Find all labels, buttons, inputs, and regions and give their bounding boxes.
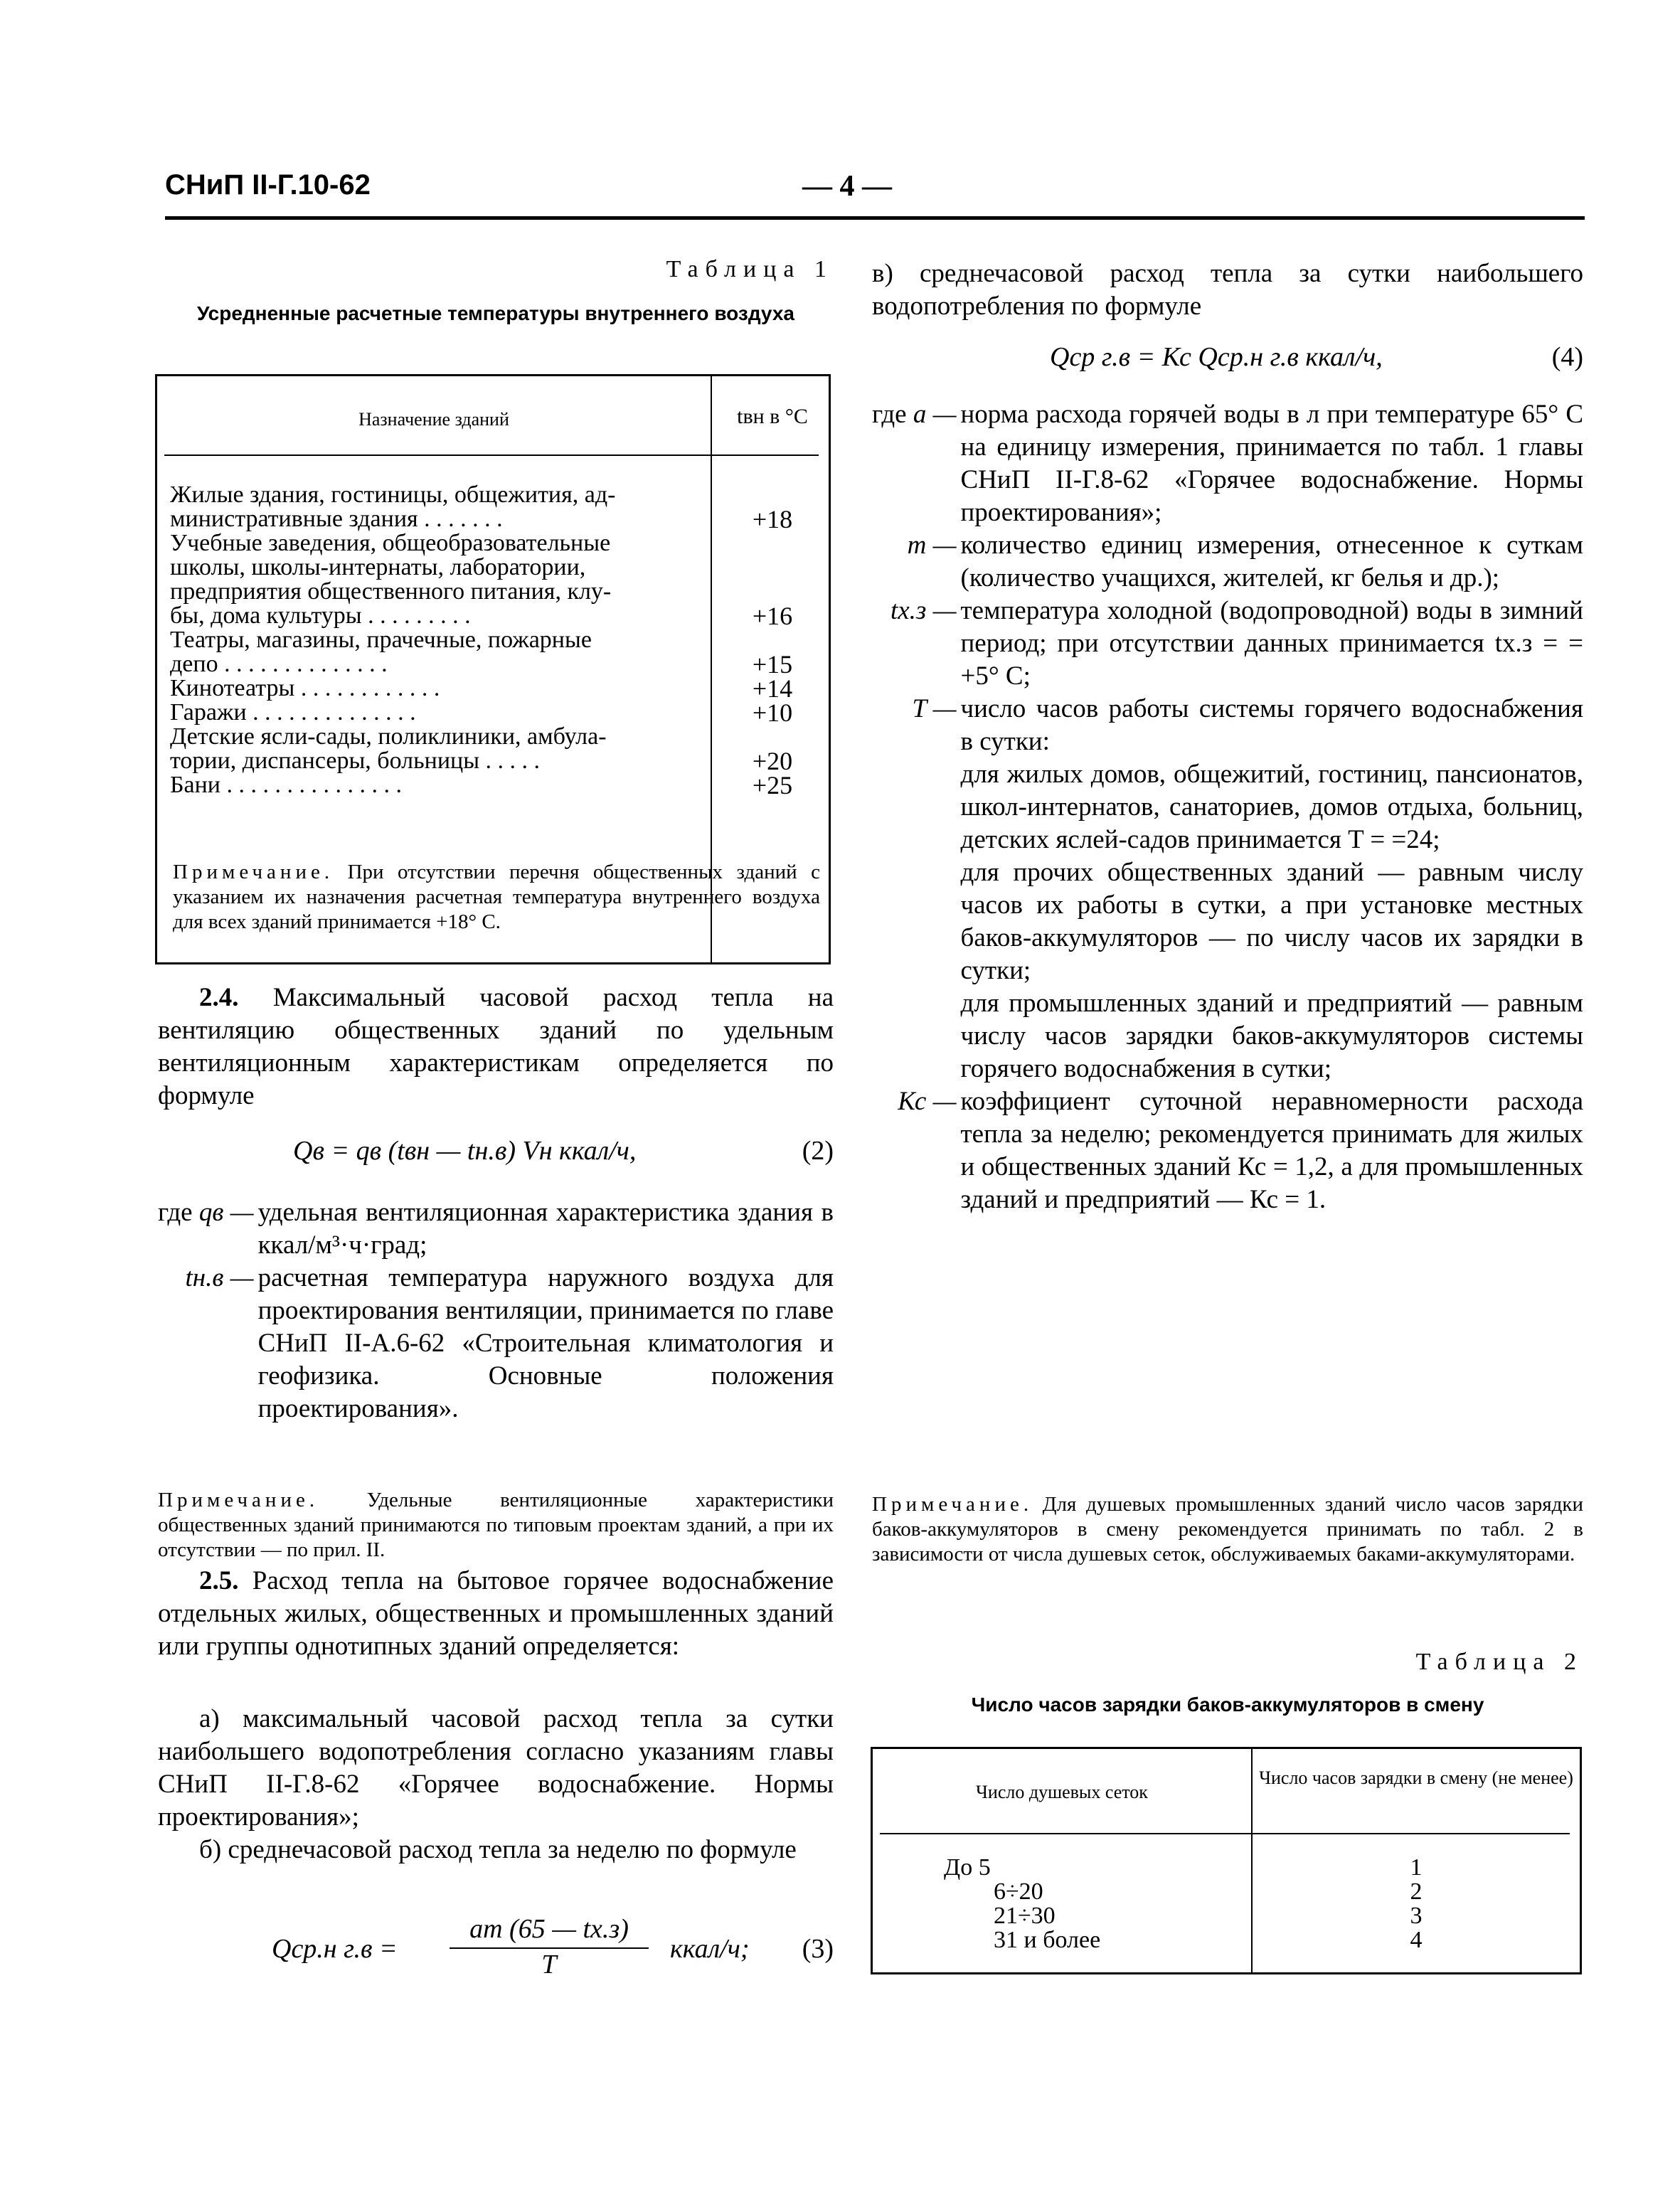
formula-2-number: (2) xyxy=(802,1136,834,1166)
formula-3-number: (3) xyxy=(802,1934,834,1964)
definition-term xyxy=(872,595,957,693)
table1-header-divider xyxy=(164,454,819,456)
right-note xyxy=(872,1492,1583,1567)
definition-symbol: a — xyxy=(913,400,957,429)
definition-text: для жилых домов, общежитий, гостиниц, пансионатов, школ-интернатов, санаториев, домов отдыха, больниц, детских яслей-садов принимается T = =24; xyxy=(960,760,1583,854)
table1-value-spacer xyxy=(712,483,833,507)
table1 xyxy=(155,374,831,964)
definition-text: для промышленных зданий и предприятий — равным числу часов зарядки баков-аккумуляторов системы горячего водоснабжения в сутки; xyxy=(960,989,1583,1083)
table1-row xyxy=(170,773,703,797)
table1-value-spacer xyxy=(712,555,833,580)
item-a: а) максимальный часовой расход тепла за сутки наибольшего водопотребления согласно указаниям главы СНиП II-Г.8-62 «Горячее водоснабжение. Нормы проектирования»; xyxy=(158,1704,834,1832)
section-2-4-note-text: Удельные вентиляционные характеристики общественных зданий принимаются по типовым проектам зданий, а при их отсутствии — по прил. II. xyxy=(158,1489,834,1561)
definition-text: удельная вентиляционная характеристика здания в ккал/м³·ч·град; xyxy=(257,1198,834,1260)
definition-term xyxy=(158,1196,254,1262)
section-2-4-number: 2.4. xyxy=(199,983,239,1012)
definition-text: для прочих общественных зданий — равным числу часов их работы в сутки, а при установке местных баков-аккумуляторов — по числу часов их зарядки в сутки; xyxy=(960,858,1583,985)
definition-symbol: qв — xyxy=(198,1198,254,1227)
section-2-4-text: Максимальный часовой расход тепла на вентиляцию общественных зданий по удельным вентиляционным характеристикам определяется по формуле xyxy=(158,983,834,1110)
definition-text: число часов работы системы горячего водоснабжения в сутки: xyxy=(960,694,1583,756)
table2-title: Число часов зарядки баков-аккумуляторов в смену xyxy=(971,1694,1484,1716)
right-note-label: Примечание. xyxy=(872,1493,1033,1516)
table1-title: Усредненные расчетные температуры внутреннего воздуха xyxy=(197,302,794,324)
table1-value: +14 xyxy=(752,674,793,703)
definition-text: температура холодной (водопроводной) воды в зимний период; при отсутствии данных принимается tх.з = = +5° С; xyxy=(960,596,1583,691)
formula-4-number: (4) xyxy=(1551,342,1583,372)
table1-row-line: Театры, магазины, прачечные, пожарные xyxy=(170,627,592,653)
definition-symbol: m — xyxy=(907,531,957,560)
table1-row-line: тории, диспансеры, больницы . . . . . xyxy=(170,748,541,774)
section-2-4-note xyxy=(158,1488,834,1563)
right-note-text: Для душевых промышленных зданий число часов зарядки баков-аккумуляторов в смену рекомендуется принимать по табл. 2 в зависимости от числа душевых сеток, обслуживаемых баками-аккумуляторами. xyxy=(872,1493,1584,1565)
table1-label: Таблица 1 xyxy=(666,256,834,282)
section-2-5 xyxy=(158,1565,834,1663)
definition-symbol: Кс — xyxy=(898,1087,957,1116)
table1-value: +18 xyxy=(752,505,793,533)
table2-col2-header: Число часов зарядки в смену (не менее) xyxy=(1259,1767,1573,1788)
table1-value-spacer xyxy=(712,725,833,749)
table1-value: +20 xyxy=(752,747,793,775)
table1-value-spacer xyxy=(712,628,833,652)
table1-value: +25 xyxy=(752,771,793,799)
definition-term xyxy=(158,1262,254,1425)
page-number: — 4 — xyxy=(802,170,892,203)
formula-4-expression: Qср г.в = Кс Qср.н г.в ккал/ч, xyxy=(1050,342,1383,372)
document-code: СНиП II-Г.10-62 xyxy=(165,169,371,201)
table2-col1-header: Число душевых сеток xyxy=(976,1782,1148,1802)
table2-cell-hours: 2 xyxy=(1410,1878,1423,1905)
definition-symbol: tх.з — xyxy=(890,596,957,625)
table1-note-label: Примечание. xyxy=(173,861,334,883)
header-rule xyxy=(165,216,1585,220)
table1-row xyxy=(170,725,703,773)
item-v: в) среднечасовой расход тепла за сутки наибольшего водопотребления по формуле xyxy=(872,259,1583,321)
section-2-4 xyxy=(158,982,834,1112)
table1-value-spacer xyxy=(712,580,833,604)
table1-note xyxy=(173,860,820,935)
table1-row-line: министративные здания . . . . . . . xyxy=(170,506,503,532)
table1-value: +10 xyxy=(752,698,793,727)
table1-row xyxy=(170,531,703,628)
table1-row-line: бы, дома культуры . . . . . . . . . xyxy=(170,602,471,629)
table1-row-line: Бани . . . . . . . . . . . . . . . xyxy=(170,772,403,798)
table1-row xyxy=(170,701,703,725)
table1-col2-header: tвн в °С xyxy=(737,405,808,428)
table1-value: +16 xyxy=(752,602,793,630)
table1-note-text: При отсутствии перечня общественных зданий с указанием их назначения расчетная температура внутреннего воздуха для всех зданий принимается +18° С. xyxy=(173,861,821,933)
table1-value: +15 xyxy=(752,650,793,679)
table1-row-line: Детские ясли-сады, поликлиники, амбула- xyxy=(170,723,607,750)
formula-4 xyxy=(872,341,1583,377)
definition-term xyxy=(872,987,957,1085)
table1-rows xyxy=(170,483,703,797)
definition-term xyxy=(872,758,957,856)
definition-term xyxy=(872,693,957,758)
where-word: где xyxy=(158,1198,193,1227)
definition-text: расчетная температура наружного воздуха для проектирования вентиляции, принимается по главе СНиП II-А.6-62 «Строительная климатология и геофизика. Основные положения проектирования». xyxy=(257,1263,834,1423)
table2-cell-count: До 5 xyxy=(944,1854,991,1881)
definition-term xyxy=(872,529,957,595)
item-b: б) среднечасовой расход тепла за неделю по формуле xyxy=(199,1835,797,1864)
table2-cell-count: 31 и более xyxy=(994,1927,1101,1953)
formula-3 xyxy=(158,1913,834,1992)
table1-col1-header: Назначение зданий xyxy=(358,409,509,430)
definition-term xyxy=(872,398,957,529)
formula-3-numerator: am (65 — tх.з) xyxy=(469,1914,629,1944)
table2-col2-values xyxy=(1253,1856,1580,1952)
table1-row-line: Кинотеатры . . . . . . . . . . . . xyxy=(170,675,440,701)
definition-symbol: T — xyxy=(912,694,957,723)
table2 xyxy=(871,1747,1582,1974)
definition-text: количество единиц измерения, отнесенное к суткам (количество учащихся, жителей, кг белья и др.); xyxy=(960,531,1583,592)
formula-3-left: Qср.н г.в = xyxy=(272,1934,398,1964)
definition-term xyxy=(872,1085,957,1216)
right-definitions xyxy=(872,398,1583,1216)
table2-cell-count: 21÷30 xyxy=(994,1903,1056,1929)
table1-row-line: депо . . . . . . . . . . . . . . xyxy=(170,651,388,677)
table2-col1-values xyxy=(944,1856,1157,1952)
where-word: где xyxy=(872,400,907,429)
table1-row-line: Учебные заведения, общеобразовательные xyxy=(170,530,611,556)
table2-label: Таблица 2 xyxy=(1415,1649,1583,1675)
section-2-4-note-label: Примечание. xyxy=(158,1489,319,1511)
table2-cell-count: 6÷20 xyxy=(994,1878,1043,1905)
section-2-5-text: Расход тепла на бытовое горячее водоснабжение отдельных жилых, общественных и промышленных зданий или группы однотипных зданий определяется: xyxy=(158,1566,834,1661)
table2-cell-hours: 1 xyxy=(1410,1854,1423,1881)
table2-cell-hours: 4 xyxy=(1410,1927,1423,1953)
formula-3-denominator: T xyxy=(541,1950,557,1979)
section-2-4-definitions xyxy=(158,1196,834,1425)
formula-3-unit: ккал/ч; xyxy=(670,1934,750,1964)
section-2-5-number: 2.5. xyxy=(199,1566,239,1595)
definition-term xyxy=(872,856,957,987)
table1-row-line: Гаражи . . . . . . . . . . . . . . xyxy=(170,699,416,725)
table1-row-line: Жилые здания, гостиницы, общежития, ад- xyxy=(170,482,616,508)
table2-cell-hours: 3 xyxy=(1410,1903,1423,1929)
formula-3-fraction xyxy=(442,1913,656,1980)
definition-text: коэффициент суточной неравномерности расхода тепла за неделю; рекомендуется принимать для жилых и общественных зданий Кс = 1,2, а для промышленных зданий и предприятий — Кс = 1. xyxy=(960,1087,1583,1214)
definition-symbol: tн.в — xyxy=(185,1263,254,1292)
table1-value-spacer xyxy=(712,531,833,555)
table1-row-line: школы, школы-интернаты, лаборатории, xyxy=(170,554,586,580)
table1-row xyxy=(170,628,703,676)
definition-text: норма расхода горячей воды в л при температуре 65° С на единицу измерения, принимается по табл. 1 главы СНиП II-Г.8-62 «Горячее водоснабжение. Нормы проектирования»; xyxy=(960,400,1583,527)
table1-row-line: предприятия общественного питания, клу- xyxy=(170,578,612,605)
table1-row xyxy=(170,676,703,701)
table1-row xyxy=(170,483,703,531)
formula-2 xyxy=(158,1135,834,1171)
table2-header-divider xyxy=(880,1833,1570,1834)
formula-2-expression: Qв = qв (tвн — tн.в) Vн ккал/ч, xyxy=(293,1136,637,1166)
table1-values xyxy=(712,483,833,797)
